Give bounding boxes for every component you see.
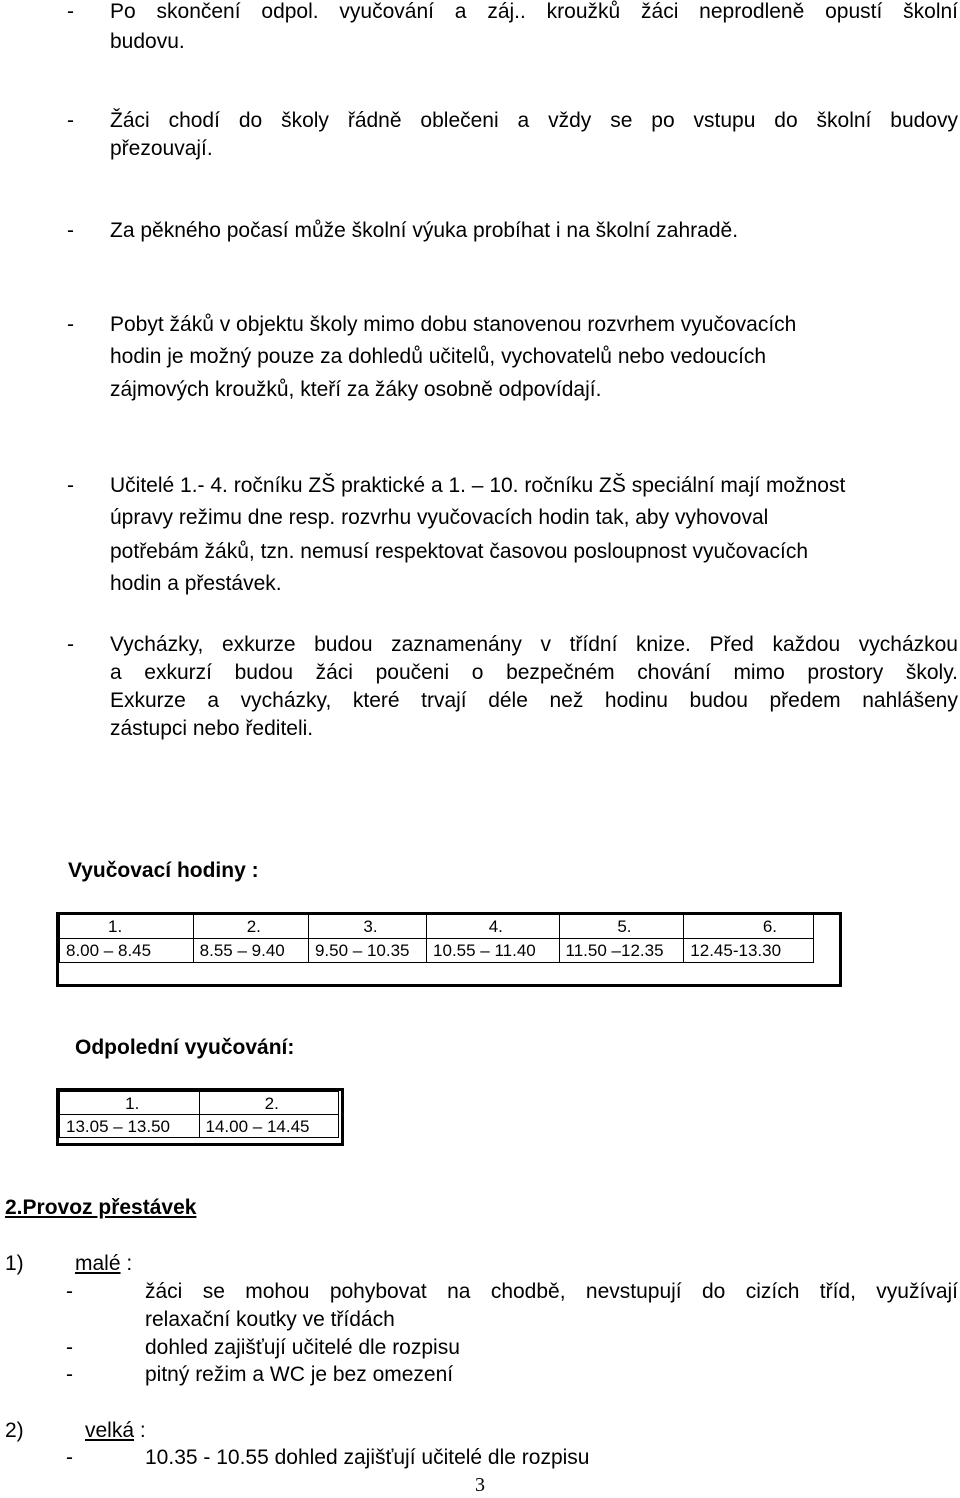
bullet-dash: - bbox=[66, 1446, 73, 1469]
lessons-heading: Vyučovací hodiny : bbox=[68, 859, 259, 882]
lesson-time: 9.50 – 10.35 bbox=[308, 939, 426, 963]
rule-4-line-3: zájmových kroužků, kteří za žáky osobně odpovídají. bbox=[110, 378, 602, 401]
rule-1-line-1: Po skončení odpol. vyučování a záj.. kroužků žáci neprodleně opustí školní bbox=[110, 0, 958, 23]
lesson-number: 1. bbox=[60, 915, 194, 939]
rule-4-line-1: Pobyt žáků v objektu školy mimo dobu stanovenou rozvrhem vyučovacích bbox=[110, 313, 797, 336]
bullet-dash: - bbox=[67, 474, 74, 497]
afternoon-time: 14.00 – 14.45 bbox=[199, 1115, 339, 1138]
lesson-number: 4. bbox=[427, 915, 560, 939]
bullet-dash: - bbox=[66, 1363, 73, 1386]
lesson-time: 8.00 – 8.45 bbox=[60, 939, 194, 963]
small-break-item-2: dohled zajišťují učitelé dle rozpisu bbox=[145, 1336, 460, 1359]
small-break-item-1-line-1: žáci se mohou pohybovat na chodbě, nevstupují do cizích tříd, využívají bbox=[145, 1280, 958, 1303]
breaks-heading: 2.Provoz přestávek bbox=[5, 1196, 197, 1219]
rule-6-line-2: a exkurzí budou žáci poučeni o bezpečném chování mimo prostory školy. bbox=[110, 661, 958, 684]
rule-5-line-4: hodin a přestávek. bbox=[110, 572, 282, 595]
lessons-table bbox=[59, 914, 814, 963]
lessons-time-row bbox=[60, 939, 814, 963]
lesson-time: 11.50 –12.35 bbox=[559, 939, 684, 963]
afternoon-number: 1. bbox=[60, 1092, 200, 1115]
large-breaks-number: 2) bbox=[5, 1419, 24, 1442]
rule-1-line-2: budovu. bbox=[110, 30, 185, 53]
rule-3-line-1: Za pěkného počasí může školní výuka probíhat i na školní zahradě. bbox=[110, 219, 739, 242]
large-breaks-label: velká bbox=[85, 1419, 135, 1442]
lesson-time: 10.55 – 11.40 bbox=[427, 939, 560, 963]
rule-5-line-3: potřebám žáků, tzn. nemusí respektovat časovou posloupnost vyučovacích bbox=[110, 540, 809, 563]
small-breaks-title bbox=[75, 1252, 132, 1276]
large-break-item-1: 10.35 - 10.55 dohled zajišťují učitelé dle rozpisu bbox=[145, 1446, 590, 1469]
bullet-dash: - bbox=[67, 313, 74, 336]
rule-6-line-1: Vycházky, exkurze budou zaznamenány v třídní knize. Před každou vycházkou bbox=[110, 633, 958, 656]
lesson-number: 5. bbox=[559, 915, 684, 939]
small-break-item-1-line-2: relaxační koutky ve třídách bbox=[145, 1308, 395, 1331]
lesson-number: 3. bbox=[308, 915, 426, 939]
bullet-dash: - bbox=[67, 633, 74, 656]
rule-6-line-3: Exkurze a vycházky, které trvají déle než hodinu budou předem nahlášeny bbox=[110, 689, 958, 712]
lesson-time: 8.55 – 9.40 bbox=[193, 939, 308, 963]
rule-5-line-2: úpravy režimu dne resp. rozvrhu vyučovacích hodin tak, aby vyhovoval bbox=[110, 506, 769, 529]
rule-2-line-1: Žáci chodí do školy řádně oblečeni a vždy se po vstupu do školní budovy bbox=[110, 109, 958, 132]
bullet-dash: - bbox=[67, 0, 74, 23]
rule-2-line-2: přezouvají. bbox=[110, 137, 213, 160]
small-breaks-colon: : bbox=[126, 1252, 133, 1275]
small-breaks-number: 1) bbox=[5, 1252, 24, 1275]
lesson-time: 12.45-13.30 bbox=[684, 939, 814, 963]
large-breaks-colon: : bbox=[139, 1419, 146, 1442]
rule-4-line-2: hodin je možný pouze za dohledů učitelů, vychovatelů nebo vedoucích bbox=[110, 345, 767, 368]
lessons-number-row bbox=[60, 915, 814, 939]
page-number: 3 bbox=[475, 1474, 485, 1496]
afternoon-heading: Odpolední vyučování: bbox=[75, 1036, 295, 1059]
lesson-number: 2. bbox=[193, 915, 308, 939]
lesson-number: 6. bbox=[684, 915, 814, 939]
bullet-dash: - bbox=[66, 1280, 73, 1303]
afternoon-time: 13.05 – 13.50 bbox=[60, 1115, 200, 1138]
bullet-dash: - bbox=[67, 109, 74, 132]
afternoon-table bbox=[59, 1091, 339, 1138]
rule-5-line-1: Učitelé 1.- 4. ročníku ZŠ praktické a 1. – 10. ročníku ZŠ speciální mají možnost bbox=[110, 474, 846, 497]
bullet-dash: - bbox=[66, 1336, 73, 1359]
rule-6-line-4: zástupci nebo řediteli. bbox=[110, 717, 314, 740]
small-break-item-3: pitný režim a WC je bez omezení bbox=[145, 1363, 454, 1386]
large-breaks-title bbox=[85, 1419, 146, 1443]
afternoon-number-row bbox=[60, 1092, 339, 1115]
afternoon-number: 2. bbox=[199, 1092, 339, 1115]
small-breaks-label: malé bbox=[75, 1252, 121, 1275]
bullet-dash: - bbox=[67, 219, 74, 242]
afternoon-time-row bbox=[60, 1115, 339, 1138]
